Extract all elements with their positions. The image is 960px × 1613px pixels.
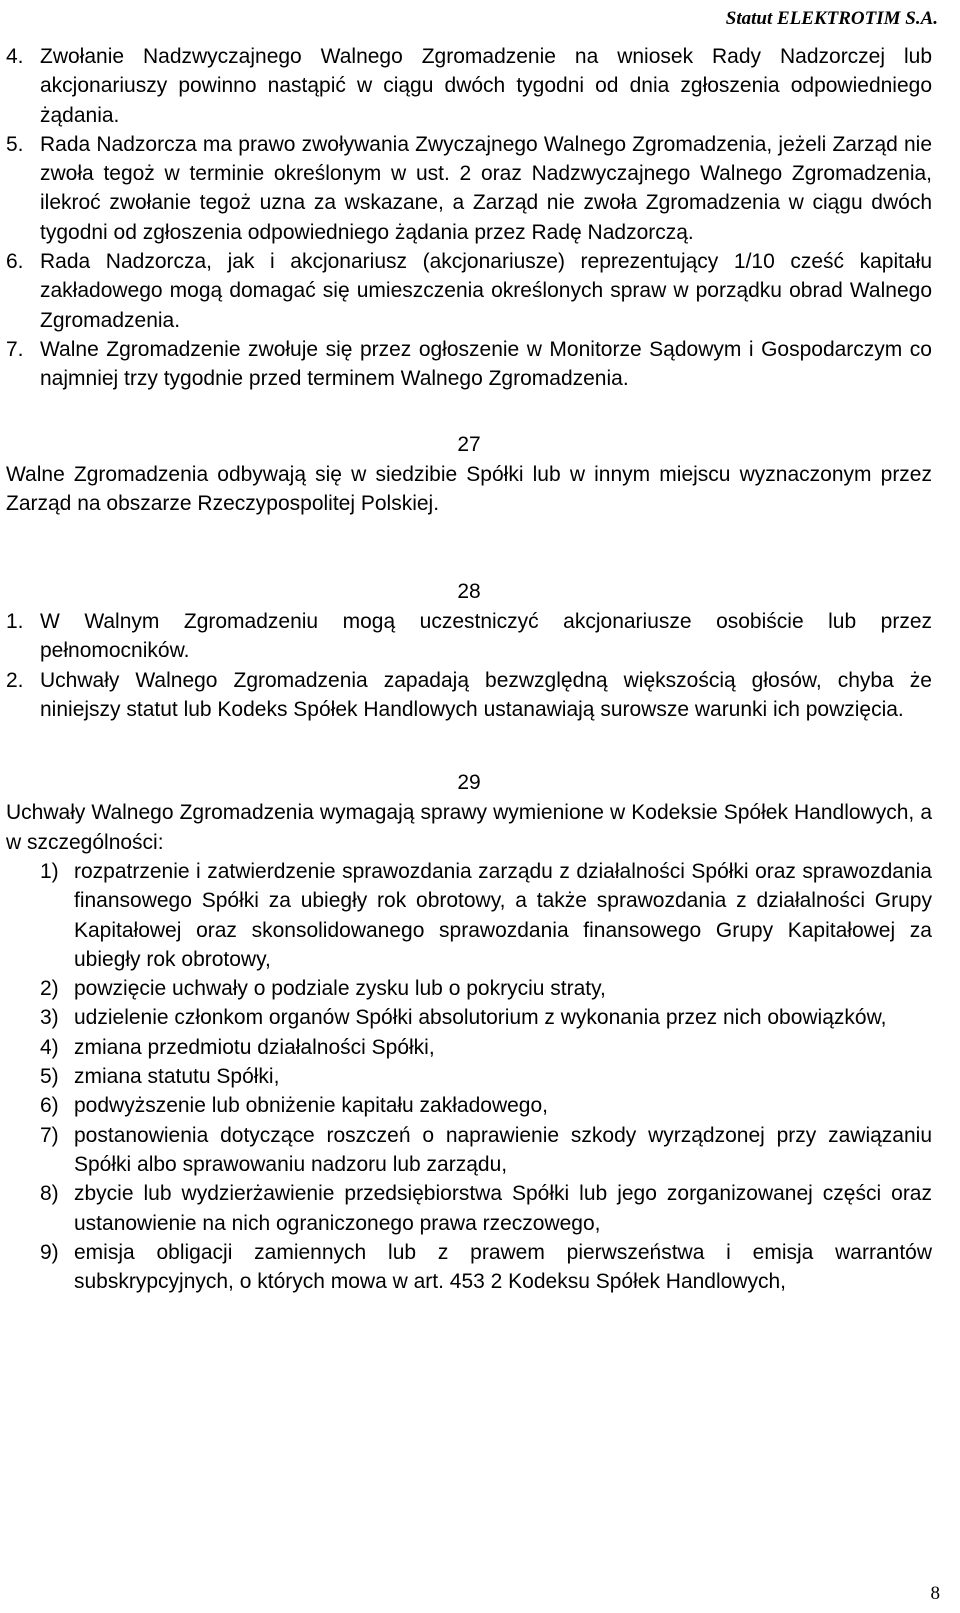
list-item	[6, 857, 932, 974]
paragraph-text: Rada Nadzorcza, jak i akcjonariusz (akcjonariusze) reprezentujący 1/10 cześć kapitału zakładowego mogą domagać się umieszczenia określonych spraw w porządku obrad Walnego Zgromadzenia.	[40, 250, 932, 332]
list-item	[6, 974, 932, 1003]
list-item	[6, 1091, 932, 1120]
list-item-text: zmiana przedmiotu działalności Spółki,	[74, 1035, 435, 1059]
list-item-number: 8)	[40, 1182, 59, 1206]
list-item-number: 2)	[40, 977, 59, 1001]
list-item-text: zbycie lub wydzierżawienie przedsiębiorstwa Spółki lub jego zorganizowanej części oraz ustanowienie na nich ograniczonego prawa rzeczowego,	[74, 1182, 932, 1235]
section-heading-29	[6, 768, 932, 798]
list-item	[6, 1062, 932, 1091]
list-item-text: rozpatrzenie i zatwierdzenie sprawozdania zarządu z działalności Spółki oraz sprawozdania finansowego Spółki za ubiegły rok obrotowy, a także sprawozdania z działalności Grupy Kapitałowej oraz skonsolidowanego sprawozdania finansowego Grupy Kapitałowej za ubiegły rok obrotowy,	[74, 859, 932, 971]
list-item-number: 9)	[40, 1240, 59, 1264]
section-27-text: Walne Zgromadzenia odbywają się w siedzibie Spółki lub w innym miejscu wyznaczonym przez Zarząd na obszarze Rzeczypospolitej Polskiej.	[6, 462, 932, 515]
list-item-text: postanowienia dotyczące roszczeń o naprawienie szkody wyrządzonej przy zawiązaniu Spółki albo sprawowaniu nadzoru lub zarządu,	[74, 1123, 932, 1176]
list-item-number: 3)	[40, 1006, 59, 1030]
paragraph-text: W Walnym Zgromadzeniu mogą uczestniczyć akcjonariusze osobiście lub przez pełnomocników.	[40, 610, 932, 663]
document-body	[6, 42, 932, 1296]
paragraph-number: 4.	[6, 45, 24, 68]
list-item	[6, 1238, 932, 1297]
list-item-number: 4)	[40, 1035, 59, 1059]
paragraph-text: Uchwały Walnego Zgromadzenia zapadają bezwzględną większością głosów, chyba że niniejszy statut lub Kodeks Spółek Handlowych ustanawiają surowsze warunki ich powzięcia.	[40, 668, 932, 722]
document-header: Statut ELEKTROTIM S.A.	[725, 8, 938, 29]
section-number: 27	[457, 432, 481, 456]
list-item	[6, 1033, 932, 1062]
section-heading-28	[6, 577, 932, 607]
paragraph-text: Walne Zgromadzenie zwołuje się przez ogłoszenie w Monitorze Sądowym i Gospodarczym co najmniej trzy tygodnie przed terminem Walnego Zgromadzenia.	[40, 337, 932, 391]
list-item-text: zmiana statutu Spółki,	[74, 1065, 280, 1089]
numbered-paragraph	[6, 42, 932, 130]
list-item	[6, 1003, 932, 1032]
paragraph-number: 7.	[6, 337, 24, 361]
section-number: 29	[457, 771, 481, 795]
list-item-number: 7)	[40, 1123, 59, 1147]
list-item	[6, 1121, 932, 1180]
list-item	[6, 1179, 932, 1238]
list-item-text: emisja obligacji zamiennych lub z prawem pierwszeństwa i emisja warrantów subskrypcyjnych, o których mowa w art. 453 2 Kodeksu Spółek Handlowych,	[74, 1240, 932, 1294]
paragraph-text: Rada Nadzorcza ma prawo zwoływania Zwyczajnego Walnego Zgromadzenia, jeżeli Zarząd nie zwoła tegoż w terminie określonym w ust. 2 oraz Nadzwyczajnego Walnego Zgromadzenia, ilekroć zwołanie tegoż uzna za wskazane, a Zarząd nie zwoła Zgromadzenia w ciągu dwóch tygodni od zgłoszenia odpowiedniego żądania przez Radę Nadzorczą.	[40, 132, 932, 244]
numbered-paragraph	[6, 247, 932, 335]
list-item-text: podwyższenie lub obniżenie kapitału zakładowego,	[74, 1094, 548, 1118]
list-item-number: 5)	[40, 1065, 59, 1089]
section-heading-27	[6, 430, 932, 460]
numbered-paragraph	[6, 666, 932, 725]
numbered-paragraph	[6, 130, 932, 247]
numbered-paragraph	[6, 607, 932, 666]
section-29-intro: Uchwały Walnego Zgromadzenia wymagają sprawy wymienione w Kodeksie Spółek Handlowych, a w szczególności:	[6, 801, 932, 854]
list-item-number: 6)	[40, 1094, 59, 1118]
paragraph-number: 2.	[6, 668, 24, 692]
paragraph-number: 6.	[6, 250, 24, 274]
paragraph-text: Zwołanie Nadzwyczajnego Walnego Zgromadzenie na wniosek Rady Nadzorczej lub akcjonariuszy powinno nastąpić w ciągu dwóch tygodni od dnia zgłoszenia odpowiedniego żądania.	[40, 45, 932, 127]
section-number: 28	[457, 580, 481, 604]
paragraph-number: 5.	[6, 132, 24, 156]
list-item-text: powzięcie uchwały o podziale zysku lub o pokryciu straty,	[74, 977, 606, 1001]
page-number: 8	[930, 1583, 940, 1604]
list-item-number: 1)	[40, 859, 59, 883]
numbered-paragraph	[6, 335, 932, 394]
list-item-text: udzielenie członkom organów Spółki absolutorium z wykonania przez nich obowiązków,	[74, 1006, 887, 1030]
paragraph-number: 1.	[6, 610, 24, 634]
